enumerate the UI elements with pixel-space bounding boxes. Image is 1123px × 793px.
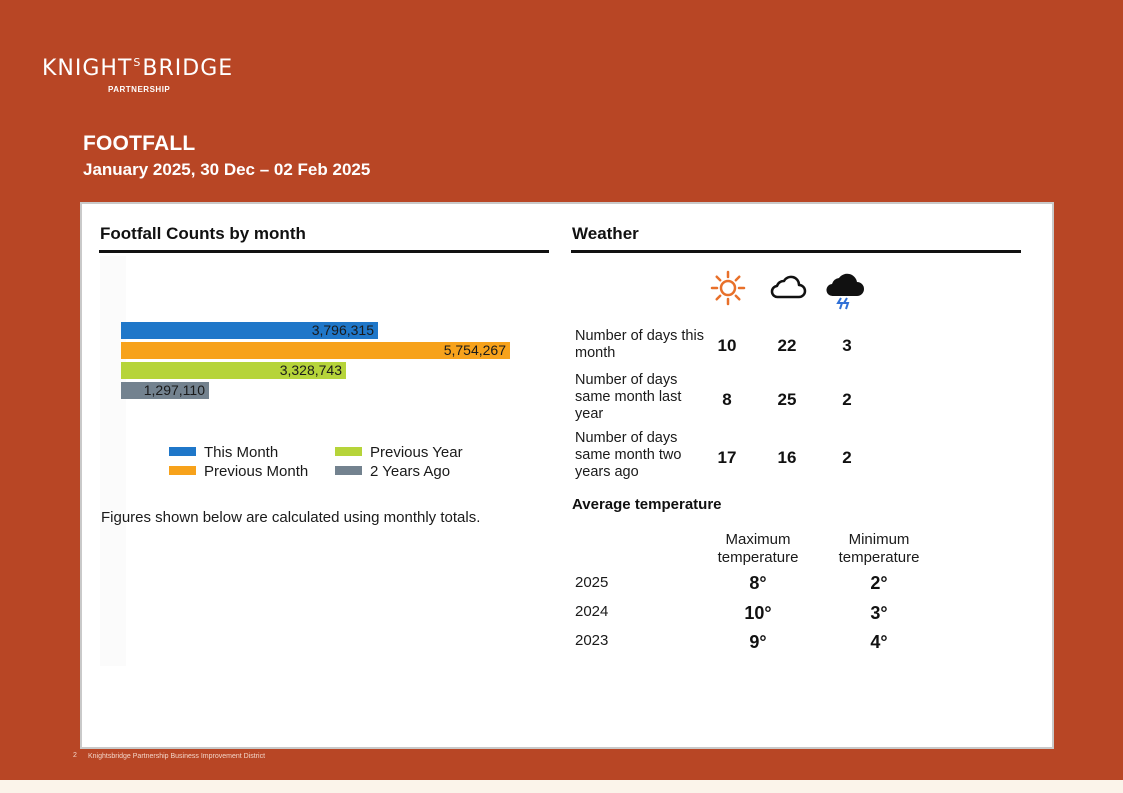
stormy-days-last-year: 2 [842,390,852,409]
legend-swatch [335,466,362,475]
logo-text-part: KNIGHT [42,56,133,81]
weather-section-title: Weather [572,224,639,243]
page-number: 2 [73,752,77,759]
legend-item-2-years-ago [335,463,450,480]
legend-item-previous-year [335,444,463,461]
bar-value-label: 3,328,743 [279,362,342,378]
content-panel [80,202,1054,749]
legend-swatch [335,447,362,456]
sunny-days-last-year: 8 [722,390,732,409]
weather-row-label-two-years-ago: Number of days same month two years ago [575,430,682,480]
weather-row-label-last-year: Number of days same month last year [575,372,682,422]
legend-label: 2 Years Ago [370,463,451,480]
stormy-days-two-years-ago: 2 [842,448,852,467]
cloudy-days-two-years-ago: 16 [777,448,797,467]
legend-swatch [169,466,196,475]
sun-icon [710,270,746,306]
legend-label: This Month [204,444,279,461]
bar-previous-year [121,362,346,379]
bar-value-label: 5,754,267 [443,342,506,358]
cloud-icon [769,274,807,300]
max-temperature-header: Maximum temperature [717,531,799,566]
bar-value-label: 1,297,110 [143,382,205,398]
logo-text-s: S [133,56,142,69]
bottom-strip [0,780,1123,793]
temp-year: 2023 [575,632,609,649]
chart-background [100,256,126,666]
bar-previous-month [121,342,510,359]
bar-value-label: 3,796,315 [311,322,374,338]
legend-label: Previous Month [204,463,309,480]
max-temp-value: 10° [744,603,772,623]
sunny-days-two-years-ago: 17 [717,448,737,467]
knightsbridge-logo [42,56,234,94]
weather-title-rule [571,250,1021,253]
legend-item-previous-month [169,463,308,480]
page-subtitle: January 2025, 30 Dec – 02 Feb 2025 [83,160,371,179]
min-temp-value: 4° [870,632,888,652]
temp-year: 2025 [575,574,609,591]
logo-subtitle: PARTNERSHIP [108,85,171,94]
footfall-title-rule [99,250,549,253]
bar-this-month [121,322,378,339]
sunny-days-this-month: 10 [717,336,737,355]
legend-swatch [169,447,196,456]
logo-wordmark [42,58,233,80]
average-temperature-heading: Average temperature [572,496,722,513]
cloudy-days-this-month: 22 [777,336,797,355]
footer-text: Knightsbridge Partnership Business Improvement District [88,753,266,760]
stormy-days-this-month: 3 [842,336,852,355]
footfall-section-title: Footfall Counts by month [100,224,306,243]
page-title: FOOTFALL [83,132,196,155]
logo-text-part: BRIDGE [142,56,234,81]
weather-row-label-this-month: Number of days this month [575,328,704,361]
legend-label: Previous Year [370,444,463,461]
storm-icon [825,270,865,310]
bar-2-years-ago [121,382,209,399]
temp-year: 2024 [575,603,609,620]
max-temp-value: 8° [749,573,767,593]
cloudy-days-last-year: 25 [777,390,797,409]
min-temp-value: 2° [870,573,888,593]
min-temp-value: 3° [870,603,888,623]
footfall-note: Figures shown below are calculated using monthly totals. [101,509,481,526]
legend-item-this-month [169,444,278,461]
min-temperature-header: Minimum temperature [838,531,920,566]
max-temp-value: 9° [749,632,767,652]
